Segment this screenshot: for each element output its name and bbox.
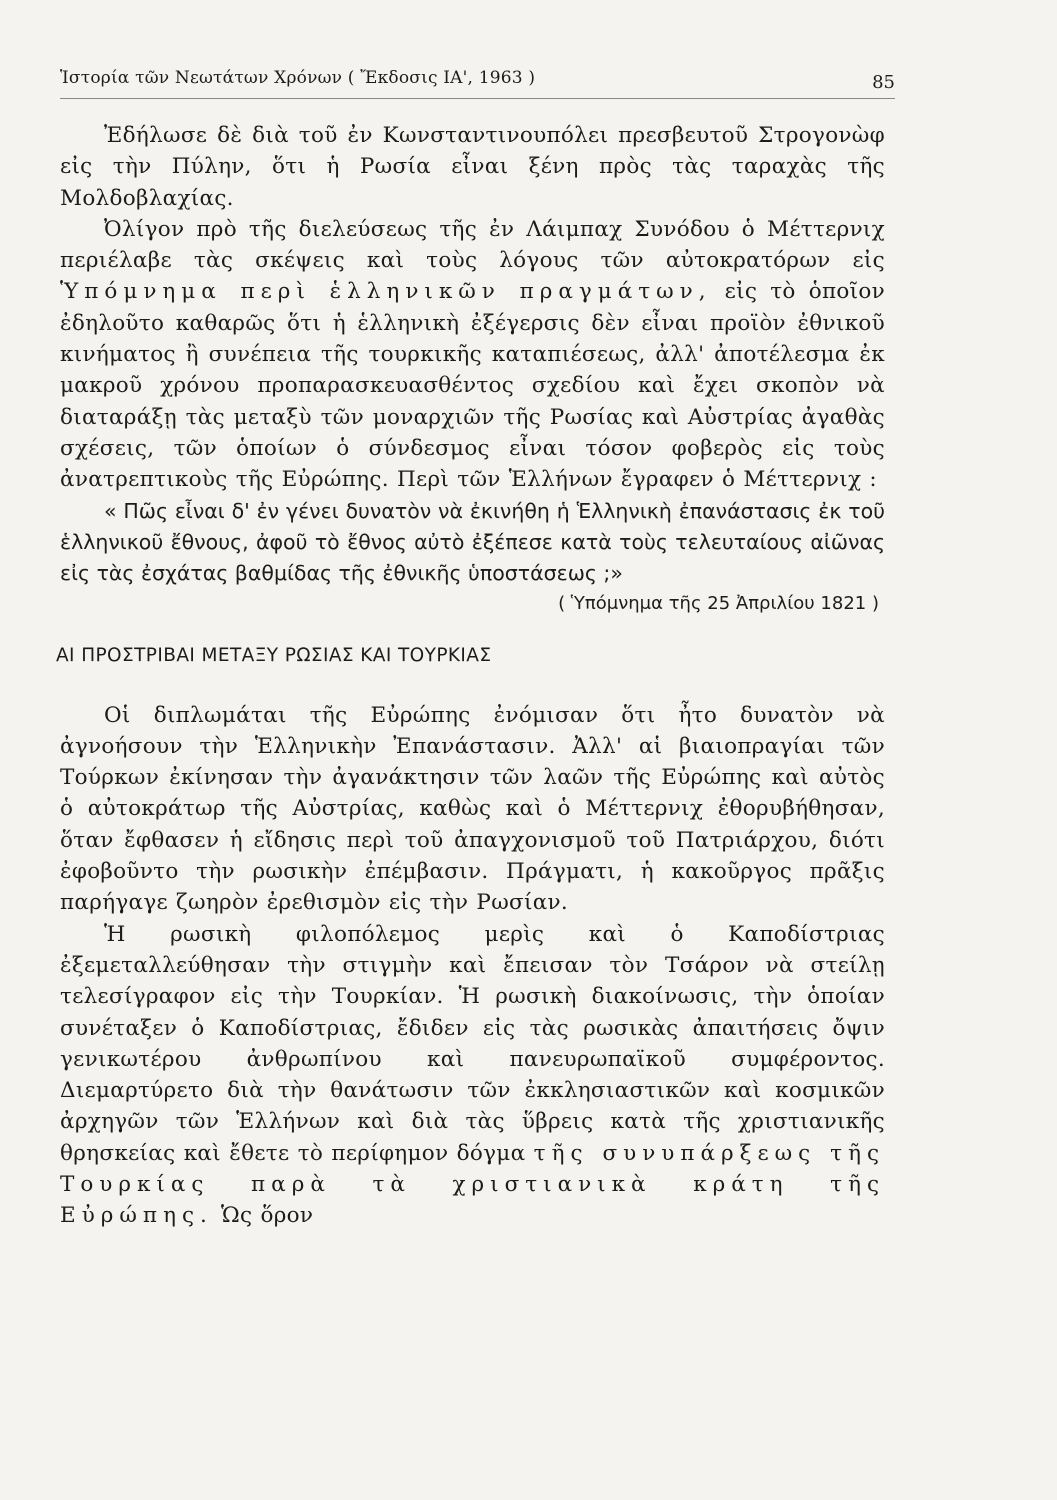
paragraph-text: Ἡ ρωσικὴ φιλοπόλεμος μερὶς καὶ ὁ Καποδίστριας ἐξεμεταλλεύθησαν τὴν στιγμὴν καὶ ἔπεισαν τὸν Τσάρον νὰ στείλῃ τελεσίγραφον εἰς τὴν Τουρκίαν. Ἡ ρωσικὴ διακοίνωσις, τὴν ὁποίαν συνέταξεν ὁ Καποδίστριας, ἔδιδεν εἰς τὰς ρωσικὰς ἀπαιτήσεις ὄψιν γενικωτέρου ἀνθρωπίνου καὶ πανευρωπαϊκοῦ συμφέροντος. Διεμαρτύρετο διὰ τὴν θανάτωσιν τῶν ἐκκλησιαστικῶν καὶ κοσμικῶν ἀρχηγῶν τῶν Ἑλλήνων καὶ διὰ τὰς ὕβρεις κατὰ τῆς χριστιανικῆς θρησκείας καὶ ἔθετε τὸ περίφημον δόγμα [60, 921, 885, 1166]
paragraph-stroganov: Ἐδήλωσε δὲ διὰ τοῦ ἐν Κωνσταντινουπόλει πρεσβευτοῦ Στρογονὼφ εἰς τὴν Πύλην, ὅτι ἡ Ρωσία εἶναι ξένη πρὸς τὰς ταραχὰς τῆς Μολδοβλαχίας. [60, 123, 885, 211]
page-body [56, 120, 885, 1232]
paragraph-text: Ὡς ὅρον [212, 1203, 314, 1229]
quote-source: ( Ὑπόμνημα τῆς 25 Ἀπριλίου 1821 ) [558, 592, 879, 614]
memorandum-title: Ὑπόμνημα περὶ ἑλληνικῶν πραγμάτων, [60, 279, 712, 305]
paragraph-diplomats: Οἱ διπλωμάται τῆς Εὐρώπης ἐνόμισαν ὅτι ἦτο δυνατὸν νὰ ἀγνοήσουν τὴν Ἑλληνικὴν Ἐπανάστασιν. Ἀλλ' αἱ βιαιοπραγίαι τῶν Τούρκων ἐκίνησαν τὴν ἀγανάκτησιν τῶν λαῶν τῆς Εὐρώπης καὶ αὐτὸς ὁ αὐτοκράτωρ τῆς Αὐστρίας, καθὼς καὶ ὁ Μέττερνιχ ἐθορυβήθησαν, ὅταν ἔφθασεν ἡ εἴδησις περὶ τοῦ ἀπαγχονισμοῦ τοῦ Πατριάρχου, διότι ἐφοβοῦντο τὴν ρωσικὴν ἐπέμβασιν. Πράγματι, ἡ κακοῦργος πρᾶξις παρήγαγε ζωηρὸν ἐρεθισμὸν εἰς τὴν Ρωσίαν. [60, 702, 885, 916]
metternich-quote: « Πῶς εἶναι δ' ἐν γένει δυνατὸν νὰ ἐκινήθη ἡ Ἑλληνικὴ ἐπανάστασις ἐκ τοῦ ἑλληνικοῦ ἔθνους, ἀφοῦ τὸ ἔθνος αὐτὸ ἐξέπεσε κατὰ τοὺς τελευταίους αἰῶνας εἰς τὰς ἐσχάτας βαθμίδας τῆς ἐθνικῆς ὑποστάσεως ;» [60, 498, 885, 585]
page-number: 85 [872, 72, 895, 93]
running-title: Ἱστορία τῶν Νεωτάτων Χρόνων ( Ἔκδοσις ΙΑ', 1963 ) [60, 68, 536, 88]
paragraph-laibach-memorandum [60, 214, 885, 496]
paragraph-kapodistrias [60, 919, 885, 1232]
paragraph-text: Ὀλίγον πρὸ τῆς διελεύσεως τῆς ἐν Λάιμπαχ Συνόδου ὁ Μέττερνιχ περιέλαβε τὰς σκέψεις καὶ τοὺς λόγους τῶν αὐτοκρατόρων εἰς [60, 216, 885, 274]
doctrine-phrase: τῆς συνυπάρξεως τῆς Τουρκίας παρὰ τὰ χριστιανικὰ κράτη τῆς Εὐρώπης. [60, 1140, 885, 1229]
section-heading: ΑΙ ΠΡΟΣΤΡΙΒΑΙ ΜΕΤΑΞΥ ΡΩΣΙΑΣ ΚΑΙ ΤΟΥΡΚΙΑΣ [56, 644, 492, 666]
paragraph-text: εἰς τὸ ὁποῖον ἐδηλοῦτο καθαρῶς ὅτι ἡ ἑλληνικὴ ἐξέγερσις δὲν εἶναι προϊὸν ἐθνικοῦ κινήματος ἢ συνέπεια τῆς τουρκικῆς καταπιέσεως, ἀλλ' ἀποτέλεσμα ἐκ μακροῦ χρόνου προπαρασκευασθέντος σχεδίου καὶ ἔχει σκοπὸν νὰ διαταράξῃ τὰς μεταξὺ τῶν μοναρχιῶν τῆς Ρωσίας καὶ Αὐστρίας ἀγαθὰς σχέσεις, τῶν ὁποίων ὁ σύνδεσμος εἶναι τόσον φοβερὸς εἰς τοὺς ἀνατρεπτικοὺς τῆς Εὐρώπης. Περὶ τῶν Ἑλλήνων ἔγραφεν ὁ Μέττερνιχ : [60, 279, 885, 493]
page-header [60, 64, 895, 99]
